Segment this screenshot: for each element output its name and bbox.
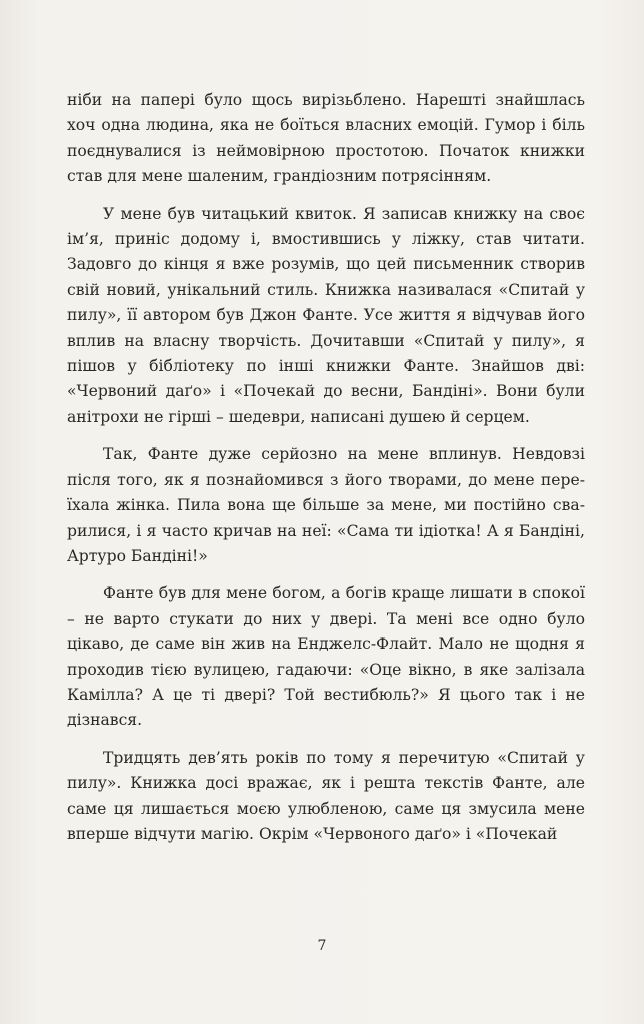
body-text [67, 88, 585, 859]
paragraph-5: Тридцять дев’ять років по тому я перечитую «Спитай у пилу». Книжка досі вражає, як і решта текстів Фанте, але саме ця лишається моєю улюбленою, саме ця змусила мене вперше відчути магію. Окрім «Червоного даґо» і «Почекай [67, 748, 585, 843]
paragraph-2: У мене був читацький квиток. Я записав книжку на своє ім’я, приніс додому і, вмостившись у ліжку, став читати. Задовго до кінця я вже розумів, що цей письменник створив свій новий, унікальний стиль. Книжка називалася «Спитай у пилу», її автором був Джон Фанте. Усе життя я відчував його вплив на власну творчість. Дочитавши «Спитай у пилу», я пішов у бібліотеку по інші книжки Фанте. Знайшов дві: «Червоний даґо» і «Почекай до весни, Бандіні». Вони були анітрохи не гірші – шедеври, написані душею й серцем. [67, 204, 585, 426]
page-number: 7 [317, 938, 327, 954]
paragraph-1: ніби на папері було щось вирізьблено. Нарешті знайшлась хоч одна людина, яка не боїться власних емоцій. Гумор і біль поєднувалися із неймовірною простотою. Початок книжки став для мене шаленим, грандіозним потрясінням. [67, 91, 585, 186]
paragraph-3: Так, Фанте дуже серйозно на мене вплинув. Невдовзі після того, як я познайомився з його творами, до мене переїхала жінка. Пила вона ще більше за мене, ми постійно сварилися, і я часто кричав на неї: «Сама ти ідіотка! А я Бандіні, Артуро Бандіні!» [67, 445, 585, 565]
paragraph-4: Фанте був для мене богом, а богів краще лишати в спокої – не варто стукати до них у двері. Та мені все одно було цікаво, де саме він жив на Енджелс-Флайт. Мало не щодня я проходив тією вулицею, гадаючи: «Оце вікно, в яке залізала Камілла? А це ті двері? Той вестибюль?» Я цього так і не дізнався. [67, 584, 585, 730]
